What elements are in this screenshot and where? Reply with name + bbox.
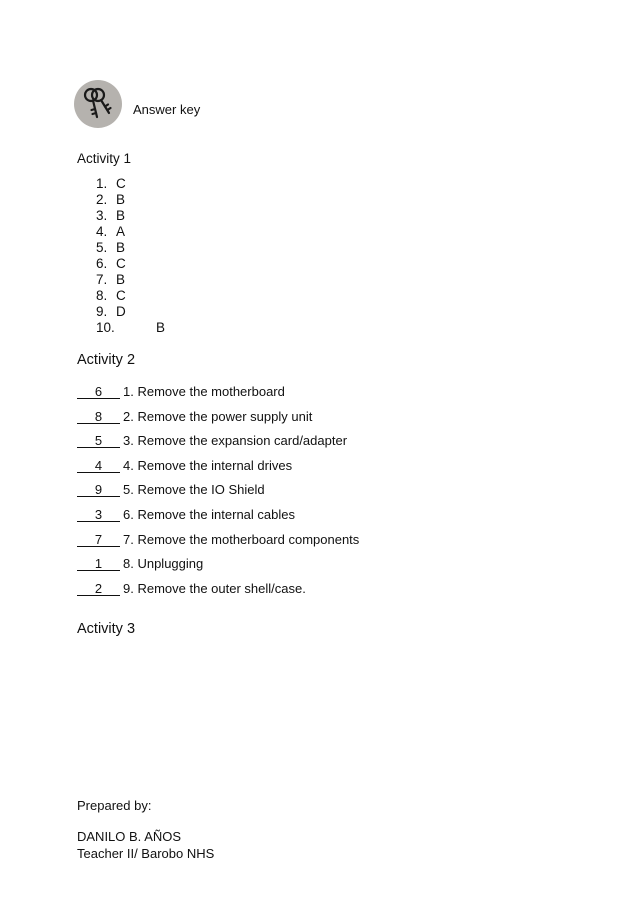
activity3-title: Activity 3 bbox=[77, 621, 136, 637]
step-row bbox=[77, 409, 359, 434]
item-number: 8. bbox=[96, 288, 108, 303]
step-row bbox=[77, 532, 359, 557]
step-text: 8. Unplugging bbox=[123, 556, 204, 572]
item-answer: B bbox=[156, 320, 166, 335]
item-answer: C bbox=[116, 256, 126, 271]
step-text: 4. Remove the internal drives bbox=[123, 457, 293, 473]
item-number: 6. bbox=[96, 256, 108, 271]
step-text: 2. Remove the power supply unit bbox=[123, 408, 313, 424]
answer-blank: 7 bbox=[77, 533, 120, 547]
answer-blank: 2 bbox=[77, 582, 120, 596]
item-answer: A bbox=[116, 224, 126, 239]
step-text: 9. Remove the outer shell/case. bbox=[123, 580, 306, 596]
item-number: 5. bbox=[96, 240, 108, 255]
answer-blank: 1 bbox=[77, 557, 120, 571]
step-text: 5. Remove the IO Shield bbox=[123, 482, 265, 498]
activity1-answer-list bbox=[96, 176, 165, 336]
answer-blank: 4 bbox=[77, 459, 120, 473]
item-answer: B bbox=[116, 240, 126, 255]
answer-blank: 3 bbox=[77, 508, 120, 522]
keys-icon bbox=[74, 80, 122, 128]
item-number: 9. bbox=[96, 304, 108, 319]
step-text: 1. Remove the motherboard bbox=[123, 384, 285, 399]
item-answer: B bbox=[116, 272, 126, 287]
answer-blank: 8 bbox=[77, 410, 120, 424]
list-item bbox=[96, 224, 165, 240]
item-answer: B bbox=[116, 208, 126, 223]
step-row bbox=[77, 556, 359, 581]
list-item bbox=[96, 272, 165, 288]
prepared-by-label: Prepared by: bbox=[77, 798, 152, 813]
item-answer: B bbox=[116, 192, 126, 207]
preparer-role: Teacher II/ Barobo NHS bbox=[77, 846, 215, 861]
page-title: Answer key bbox=[133, 102, 201, 117]
item-number: 1. bbox=[96, 176, 108, 191]
list-item bbox=[96, 192, 165, 208]
item-number: 4. bbox=[96, 224, 108, 239]
step-row bbox=[77, 507, 359, 532]
list-item bbox=[96, 240, 165, 256]
item-answer: D bbox=[116, 304, 126, 319]
answer-blank: 6 bbox=[77, 385, 120, 399]
step-row bbox=[77, 482, 359, 507]
answer-blank: 5 bbox=[77, 434, 120, 448]
list-item bbox=[96, 320, 165, 336]
activity2-title: Activity 2 bbox=[77, 352, 136, 368]
step-text: 6. Remove the internal cables bbox=[123, 506, 295, 522]
answer-blank: 9 bbox=[77, 483, 120, 497]
item-answer: C bbox=[116, 288, 126, 303]
step-row bbox=[77, 384, 359, 409]
preparer-name: DANILO B. AÑOS bbox=[77, 829, 182, 844]
activity1-title: Activity 1 bbox=[77, 151, 132, 166]
item-answer: C bbox=[116, 176, 126, 191]
step-row bbox=[77, 458, 359, 483]
step-text: 7. Remove the motherboard components bbox=[123, 531, 360, 547]
item-number: 2. bbox=[96, 192, 108, 207]
step-row bbox=[77, 433, 359, 458]
item-number: 10. bbox=[96, 320, 115, 335]
list-item bbox=[96, 288, 165, 304]
activity2-step-list bbox=[77, 384, 359, 605]
list-item bbox=[96, 176, 165, 192]
item-number: 3. bbox=[96, 208, 108, 223]
step-text: 3. Remove the expansion card/adapter bbox=[123, 433, 348, 449]
list-item bbox=[96, 304, 165, 320]
step-row bbox=[77, 581, 359, 606]
item-number: 7. bbox=[96, 272, 108, 287]
list-item bbox=[96, 208, 165, 224]
list-item bbox=[96, 256, 165, 272]
